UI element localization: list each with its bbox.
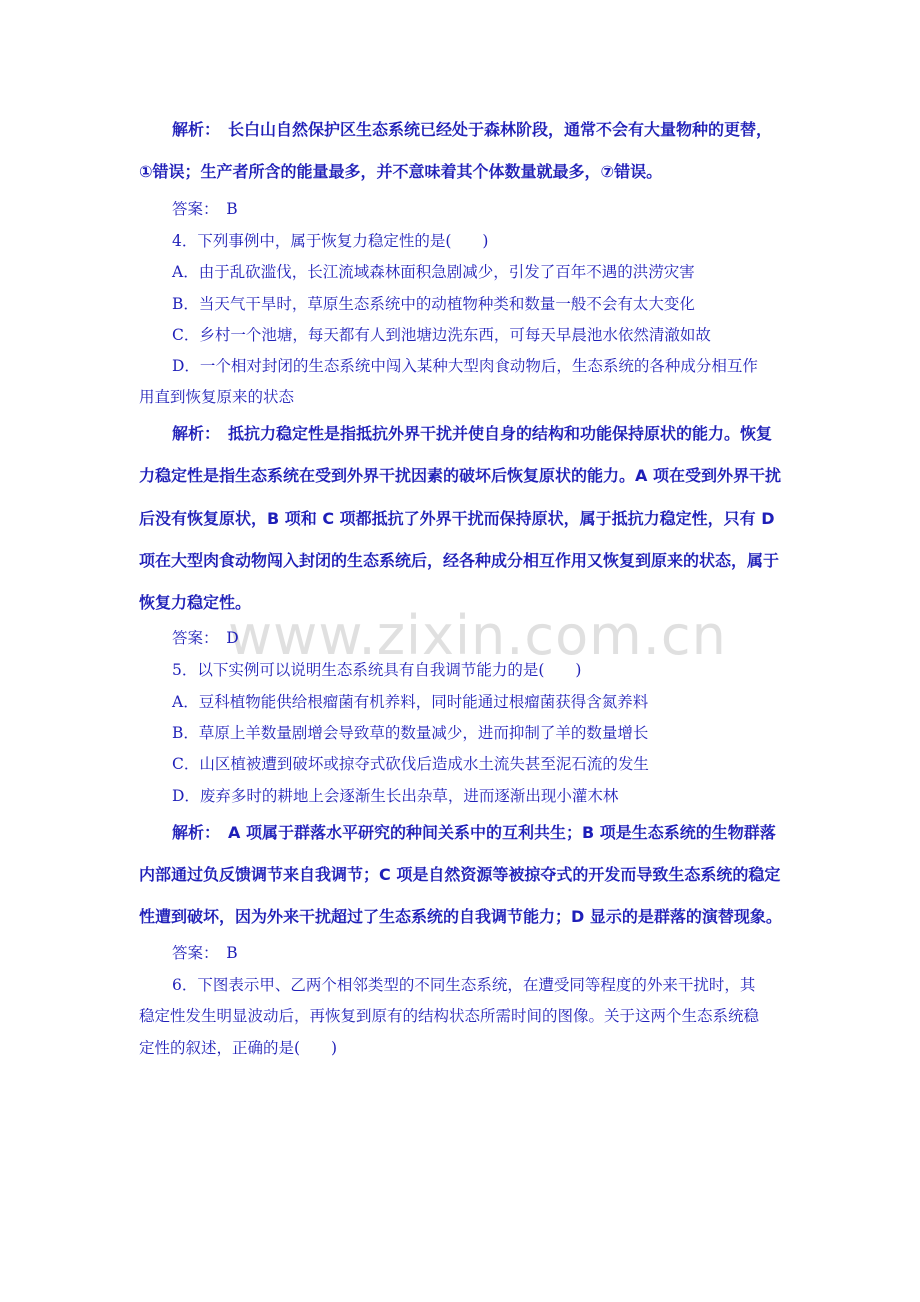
q5-answer: 答案： B: [172, 944, 238, 962]
q6-stem-line-2: 稳定性发生明显波动后，再恢复到原有的结构状态所需时间的图像。关于这两个生态系统稳: [139, 1007, 760, 1025]
q5-analysis-line-2: 内部通过负反馈调节来自我调节；C 项是自然资源等被掠夺式的开发而导致生态系统的稳定: [139, 865, 781, 884]
q5-stem: 5．以下实例可以说明生态系统具有自我调节能力的是( ): [172, 661, 582, 679]
q4-stem: 4．下列事例中，属于恢复力稳定性的是( ): [172, 232, 489, 250]
q3-analysis-line-2: ①错误；生产者所含的能量最多，并不意味着其个体数量就最多，⑦错误。: [139, 162, 663, 181]
q6-stem-line-3: 定性的叙述，正确的是( ): [139, 1039, 338, 1057]
q4-option-a: A．由于乱砍滥伐，长江流域森林面积急剧减少，引发了百年不遇的洪涝灾害: [172, 263, 695, 281]
q4-analysis-line-3: 后没有恢复原状，B 项和 C 项都抵抗了外界干扰而保持原状，属于抵抗力稳定性，只有 D: [139, 509, 775, 528]
q5-option-c: C．山区植被遭到破坏或掠夺式砍伐后造成水土流失甚至泥石流的发生: [172, 755, 649, 773]
q4-option-b: B．当天气干旱时，草原生态系统中的动植物种类和数量一般不会有太大变化: [172, 295, 695, 313]
q5-analysis-line-1: 解析： A 项属于群落水平研究的种间关系中的互利共生；B 项是生态系统的生物群落: [172, 823, 776, 842]
q5-option-d: D．废弃多时的耕地上会逐渐生长出杂草，进而逐渐出现小灌木林: [172, 787, 619, 805]
q6-stem-line-1: 6．下图表示甲、乙两个相邻类型的不同生态系统，在遭受同等程度的外来干扰时，其: [172, 976, 756, 994]
q4-analysis-line-2: 力稳定性是指生态系统在受到外界干扰因素的破坏后恢复原状的能力。A 项在受到外界干扰: [139, 466, 781, 485]
q4-answer: 答案： D: [172, 629, 239, 647]
q4-option-d-line-1: D．一个相对封闭的生态系统中闯入某种大型肉食动物后，生态系统的各种成分相互作: [172, 357, 758, 375]
q4-analysis-line-5: 恢复力稳定性。: [139, 593, 252, 612]
q5-option-a: A．豆科植物能供给根瘤菌有机养料，同时能通过根瘤菌获得含氮养料: [172, 693, 649, 711]
q4-analysis-line-1: 解析： 抵抗力稳定性是指抵抗外界干扰并使自身的结构和功能保持原状的能力。恢复: [172, 424, 773, 443]
q3-answer: 答案： B: [172, 200, 238, 218]
q5-option-b: B．草原上羊数量剧增会导致草的数量减少，进而抑制了羊的数量增长: [172, 724, 649, 742]
q4-option-d-line-2: 用直到恢复原来的状态: [139, 388, 295, 406]
q4-analysis-line-4: 项在大型肉食动物闯入封闭的生态系统后，经各种成分相互作用又恢复到原来的状态，属于: [139, 551, 780, 570]
q5-analysis-line-3: 性遭到破坏，因为外来干扰超过了生态系统的自我调节能力；D 显示的是群落的演替现象。: [139, 907, 782, 926]
watermark: www.zixin.com.cn: [228, 604, 727, 667]
q4-option-c: C．乡村一个池塘，每天都有人到池塘边洗东西，可每天早晨池水依然清澈如故: [172, 326, 711, 344]
q3-analysis-line-1: 解析： 长白山自然保护区生态系统已经处于森林阶段，通常不会有大量物种的更替，: [172, 120, 773, 139]
